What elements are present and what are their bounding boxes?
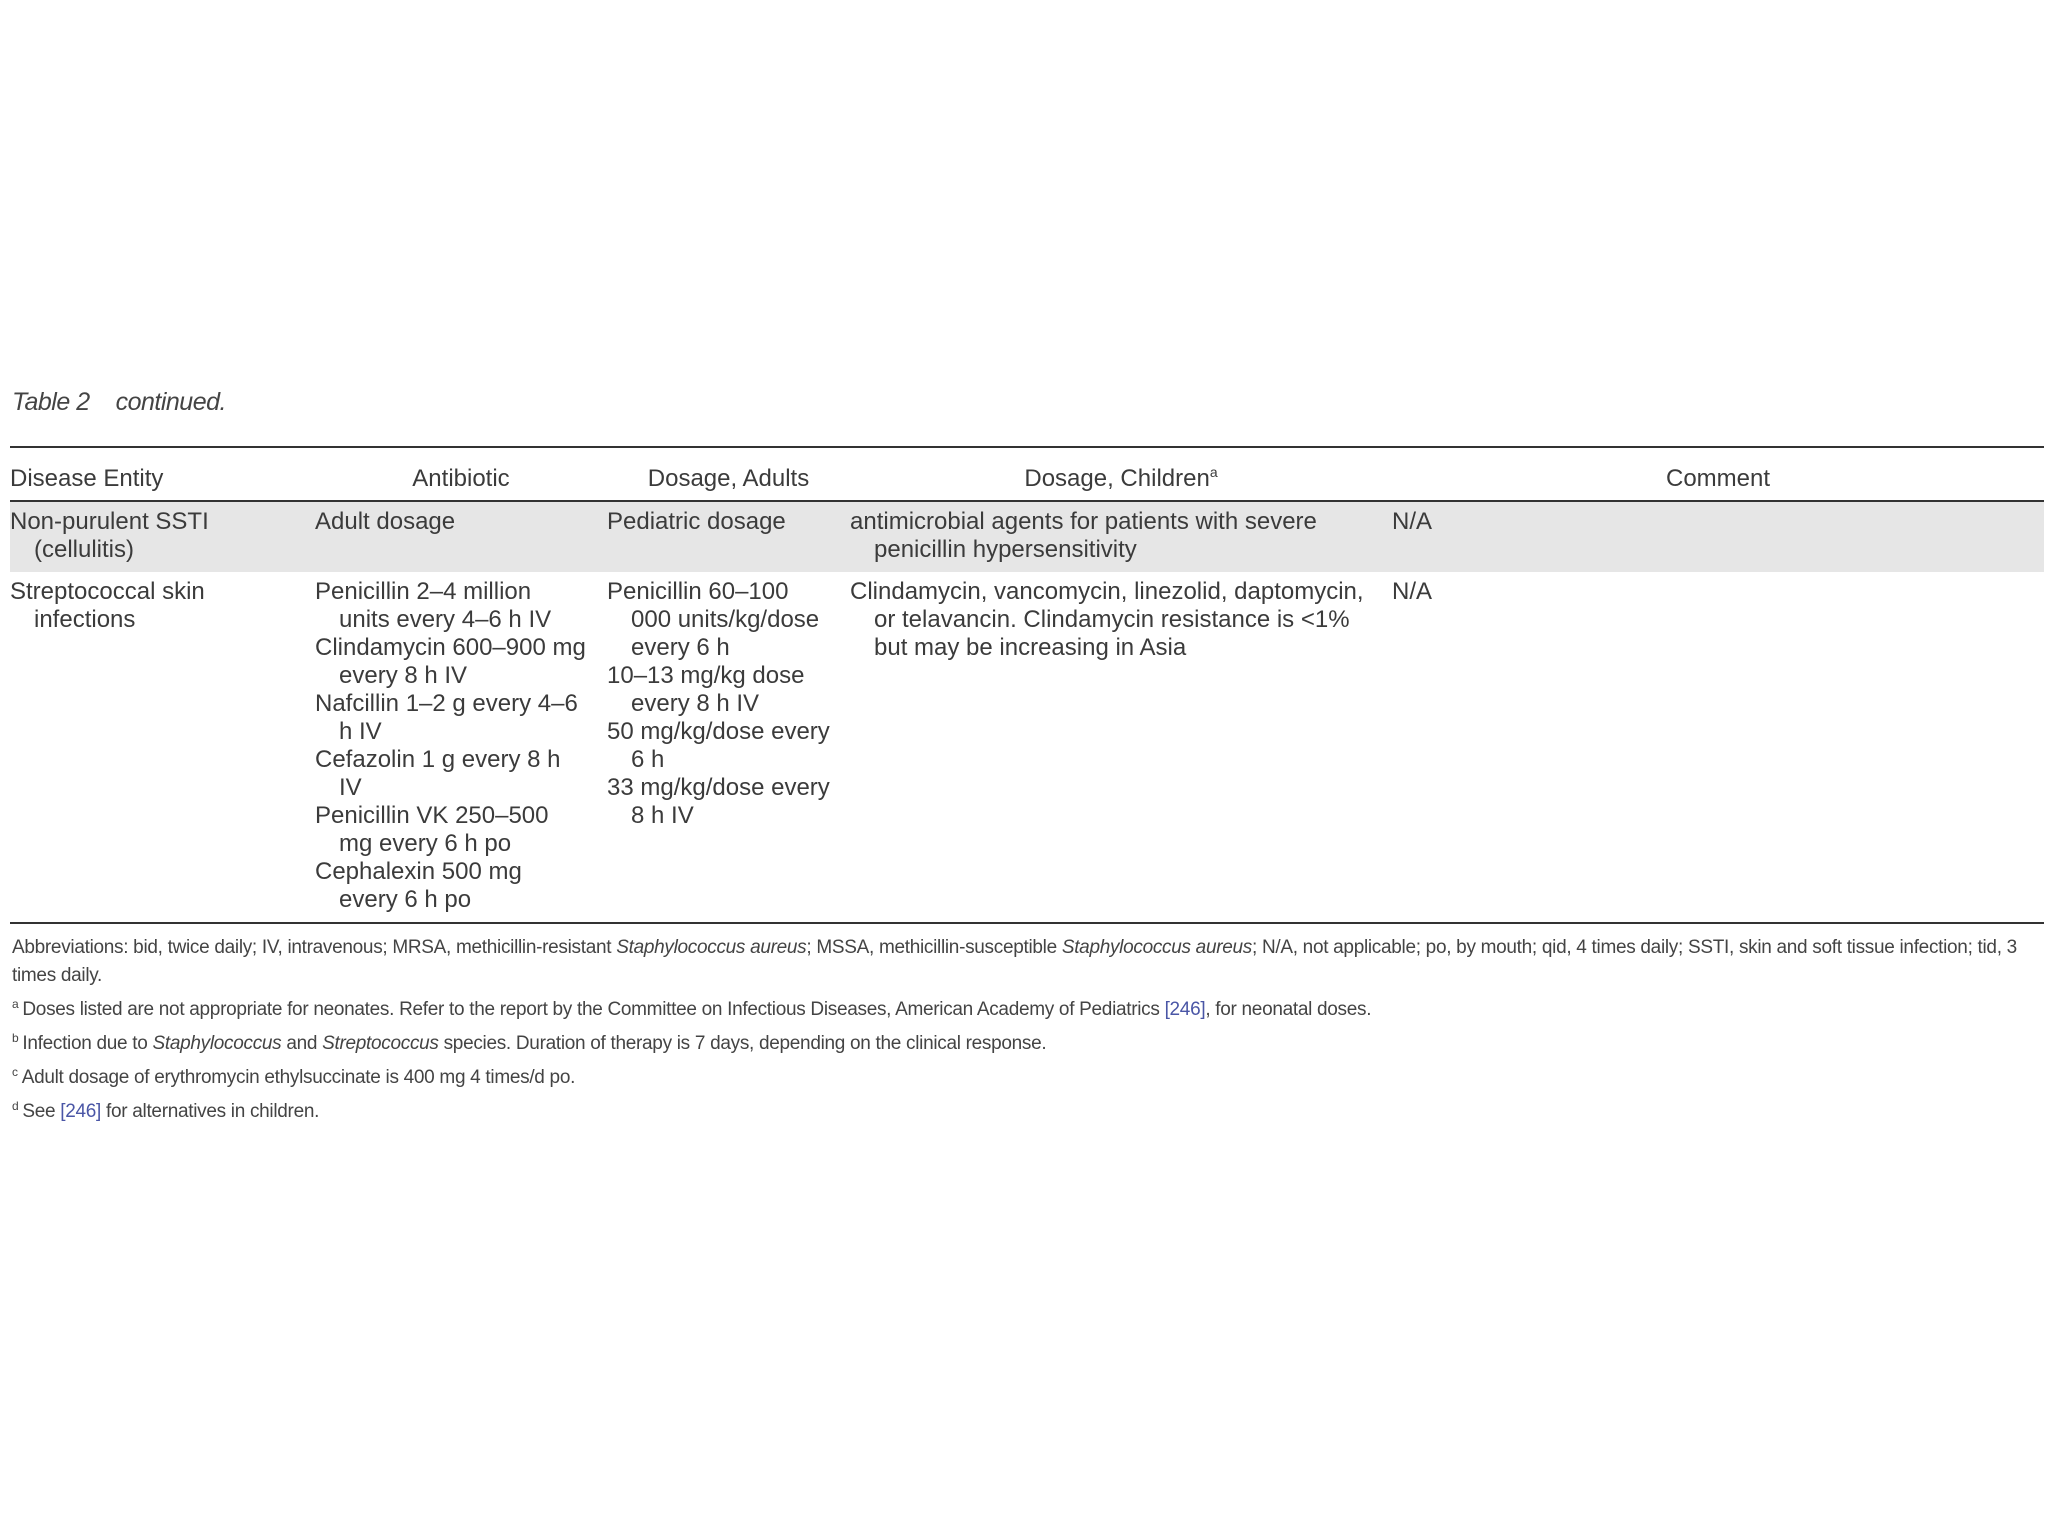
table-footnotes — [12, 934, 2042, 1132]
footnote-mark: a — [12, 996, 19, 1011]
cell-antibiotic — [315, 572, 607, 923]
table-header-row — [10, 447, 2044, 501]
antibiotic-line: Penicillin VK 250–500 mg every 6 h po — [315, 802, 549, 857]
footnote-species-italic: Staphylococcus aureus — [616, 937, 807, 958]
adult-dosage-line: Pediatric dosage — [607, 508, 786, 535]
cell-disease: Non-purulent SSTI (cellulitis) — [10, 501, 315, 572]
cell-dosage-adults — [607, 501, 850, 572]
footnote-mark: b — [12, 1030, 19, 1045]
footnote-mark: c — [12, 1064, 18, 1079]
antibiotic-line: Adult dosage — [315, 508, 456, 535]
reference-link[interactable]: [246] — [1164, 999, 1206, 1020]
footnote-b — [12, 1030, 2042, 1058]
antibiotic-line: Clindamycin 600–900 mg every 8 h IV — [315, 634, 586, 689]
cell-disease — [10, 572, 315, 923]
table-row — [10, 572, 2044, 923]
footnote-text: Doses listed are not appropriate for neonates. Refer to the report by the Committee on Infectious Diseases, American Academy of Pediatrics — [22, 999, 1165, 1020]
footnote-text: for alternatives in children. — [101, 1101, 320, 1122]
header-disease-entity: Disease Entity — [10, 465, 164, 492]
table-row — [10, 501, 2044, 572]
adult-dosage-line: Penicillin 60–100 000 units/kg/dose every 6 h — [607, 578, 820, 661]
header-children-footnote-mark: a — [1209, 464, 1218, 480]
footnote-text: Infection due to — [22, 1033, 153, 1054]
footnote-d — [12, 1098, 2042, 1126]
cell-dosage-children: antimicrobial agents for patients with severe penicillin hypersensitivity — [850, 501, 1392, 572]
caption-label: Table 2 — [12, 388, 90, 416]
footnote-text: Adult dosage of erythromycin ethylsuccinate is 400 mg 4 times/d po. — [21, 1067, 576, 1088]
footnote-text: ; MSSA, methicillin-susceptible — [806, 937, 1062, 958]
caption-text: continued. — [115, 388, 226, 416]
footnote-species-italic: Streptococcus — [322, 1033, 439, 1054]
footnote-text: See — [22, 1101, 61, 1122]
dosage-table — [10, 446, 2044, 924]
footnote-species-italic: Staphylococcus — [152, 1033, 282, 1054]
cell-dosage-children: Clindamycin, vancomycin, linezolid, daptomycin, or telavancin. Clindamycin resistance is <1% but may be increasing in Asia — [850, 578, 1364, 661]
footnote-text: Abbreviations: bid, twice daily; IV, intravenous; MRSA, methicillin-resistant — [12, 937, 617, 958]
adult-dosage-line: 50 mg/kg/dose every 6 h — [607, 718, 830, 773]
cell-dosage-adults — [607, 572, 850, 923]
antibiotic-line: Cefazolin 1 g every 8 h IV — [315, 746, 561, 801]
table-caption — [12, 388, 226, 417]
antibiotic-line: Cephalexin 500 mg every 6 h po — [315, 858, 522, 913]
cell-comment: N/A — [1392, 501, 2044, 572]
footnote-abbreviations — [12, 934, 2042, 990]
disease-name: Streptococcal skin infections — [10, 578, 205, 633]
header-comment: Comment — [1665, 465, 1771, 492]
footnote-a — [12, 996, 2042, 1024]
footnote-species-italic: Staphylococcus aureus — [1061, 937, 1252, 958]
dosage-table-container — [10, 446, 2044, 924]
reference-link[interactable]: [246] — [60, 1101, 102, 1122]
antibiotic-line: Penicillin 2–4 million units every 4–6 h IV — [315, 578, 552, 633]
footnote-text: ; N/A, not applicable; po, by mouth; qid, 4 times daily; SSTI, skin and soft tissue infection; tid, 3 times daily. — [12, 937, 2017, 986]
antibiotic-line: Nafcillin 1–2 g every 4–6 h IV — [315, 690, 578, 745]
adult-dosage-line: 33 mg/kg/dose every 8 h IV — [607, 774, 830, 829]
footnote-text: species. Duration of therapy is 7 days, depending on the clinical response. — [438, 1033, 1047, 1054]
footnote-text: , for neonatal doses. — [1205, 999, 1372, 1020]
cell-antibiotic — [315, 501, 607, 572]
footnote-c — [12, 1064, 2042, 1092]
footnote-text: and — [281, 1033, 323, 1054]
header-dosage-children-label: Dosage, Children — [1024, 465, 1210, 492]
header-dosage-adults: Dosage, Adults — [647, 465, 810, 492]
footnote-mark: d — [12, 1098, 19, 1113]
cell-comment: N/A — [1392, 578, 1433, 605]
header-dosage-children — [850, 447, 1392, 501]
adult-dosage-line: 10–13 mg/kg dose every 8 h IV — [607, 662, 805, 717]
header-antibiotic: Antibiotic — [412, 465, 510, 492]
